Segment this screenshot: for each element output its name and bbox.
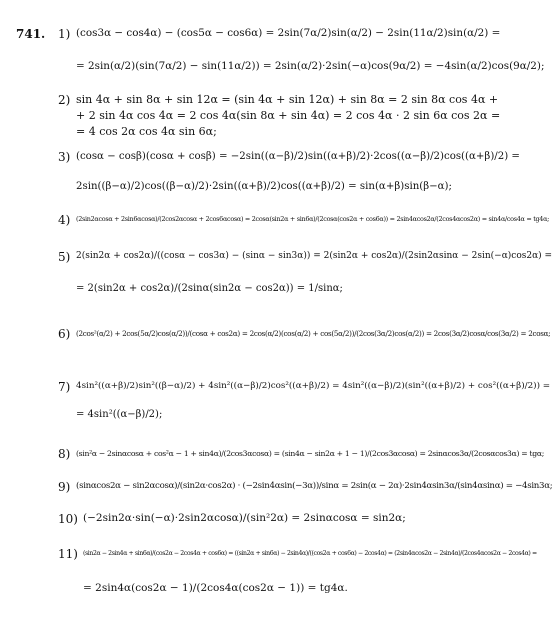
item-7-line-2: = 4sin²((α−β)/2); (76, 409, 163, 420)
item-label-7: 7) (58, 380, 71, 394)
item-7-line-1: 4sin²((α+β)/2)sin²((β−α)/2) + 4sin²((α−β)/2)cos²((α+β)/2) = 4sin²((α−β)/2)(sin²((α+β)/2) + cos²((α+β)/2)) = (76, 381, 551, 391)
item-6-line-1: (2cos²(α/2) + 2cos(5α/2)cos(α/2))/(cosα + cos2α) = 2cos(α/2)(cos(α/2) + cos(5α/2))/(2cos(3α/2)cos(α/2)) = 2cos(3α/2)cosα/cos(3α/2) = 2cosα; (76, 329, 551, 338)
item-11-line-1: (sin2α − 2sin4α + sin6α)/(cos2α − 2cos4α + cos6α) = ((sin2α + sin6α) − 2sin4α)/((cos2α + cos6α) − 2cos4α) = (2sin4αcos2α − 2sin4α)/(2cos4αcos2α − 2cos4α) = (83, 550, 537, 557)
item-5-line-1: 2(sin2α + cos2α)/((cosα − cos3α) − (sinα − sin3α)) = 2(sin2α + cos2α)/(2sin2αsinα − 2sin(−α)cos2α) = (76, 251, 553, 261)
item-label-2: 2) (58, 93, 71, 107)
item-label-8: 8) (58, 447, 71, 461)
item-label-3: 3) (58, 150, 71, 164)
item-1-line-1: (cos3α − cos4α) − (cos5α − cos6α) = 2sin(7α/2)sin(α/2) − 2sin(11α/2)sin(α/2) = (76, 27, 501, 39)
item-3-line-2: 2sin((β−α)/2)cos((β−α)/2)·2sin((α+β)/2)cos((α+β)/2) = sin(α+β)sin(β−α); (76, 181, 452, 192)
item-label-1: 1) (58, 27, 71, 41)
problem-number: 741. (16, 27, 46, 41)
item-label-9: 9) (58, 480, 71, 494)
item-label-4: 4) (58, 213, 71, 227)
item-11-line-2: = 2sin4α(cos2α − 1)/(2cos4α(cos2α − 1)) = tg4α. (83, 582, 348, 594)
item-2-line-3: = 4 cos 2α cos 4α sin 6α; (76, 125, 217, 138)
item-5-line-2: = 2(sin2α + cos2α)/(2sinα(sin2α − cos2α)) = 1/sinα; (76, 283, 343, 294)
item-2-line-2: + 2 sin 4α cos 4α = 2 cos 4α(sin 8α + sin 4α) = 2 cos 4α · 2 sin 6α cos 2α = (76, 109, 501, 122)
item-2-line-1: sin 4α + sin 8α + sin 12α = (sin 4α + sin 12α) + sin 8α = 2 sin 8α cos 4α + (76, 93, 499, 106)
item-label-11: 11) (58, 547, 78, 561)
item-3-line-1: (cosα − cosβ)(cosα + cosβ) = −2sin((α−β)/2)sin((α+β)/2)·2cos((α−β)/2)cos((α+β)/2) = (76, 151, 520, 162)
item-9-line-1: (sinαcos2α − sin2αcosα)/(sin2α·cos2α) · (−2sin4αsin(−3α))/sinα = 2sin(α − 2α)·2sin4αsin3α/(sin4αsinα) = −4sin3α; (76, 481, 553, 491)
item-label-10: 10) (58, 512, 78, 526)
item-label-5: 5) (58, 250, 71, 264)
item-10-line-1: (−2sin2α·sin(−α)·2sin2αcosα)/(sin²2α) = 2sinαcosα = sin2α; (83, 512, 406, 524)
item-1-line-2: = 2sin(α/2)(sin(7α/2) − sin(11α/2)) = 2sin(α/2)·2sin(−α)cos(9α/2) = −4sin(α/2)cos(9α/2); (76, 60, 545, 72)
item-8-line-1: (sin²α − 2sinαcosα + cos²α − 1 + sin4α)/(2cos3αcosα) = (sin4α − sin2α + 1 − 1)/(2cos3αcosα) = 2sinαcos3α/(2cosαcos3α) = tgα; (76, 449, 544, 458)
item-label-6: 6) (58, 327, 71, 341)
item-4-line-1: (2sin2αcosα + 2sin6αcosα)/(2cos2αcosα + 2cos6αcosα) = 2cosα(sin2α + sin6α)/(2cosα(cos2α + cos6α)) = 2sin4αcos2α/(2cos4αcos2α) = sin4α/cos4α = tg4α; (76, 215, 550, 223)
